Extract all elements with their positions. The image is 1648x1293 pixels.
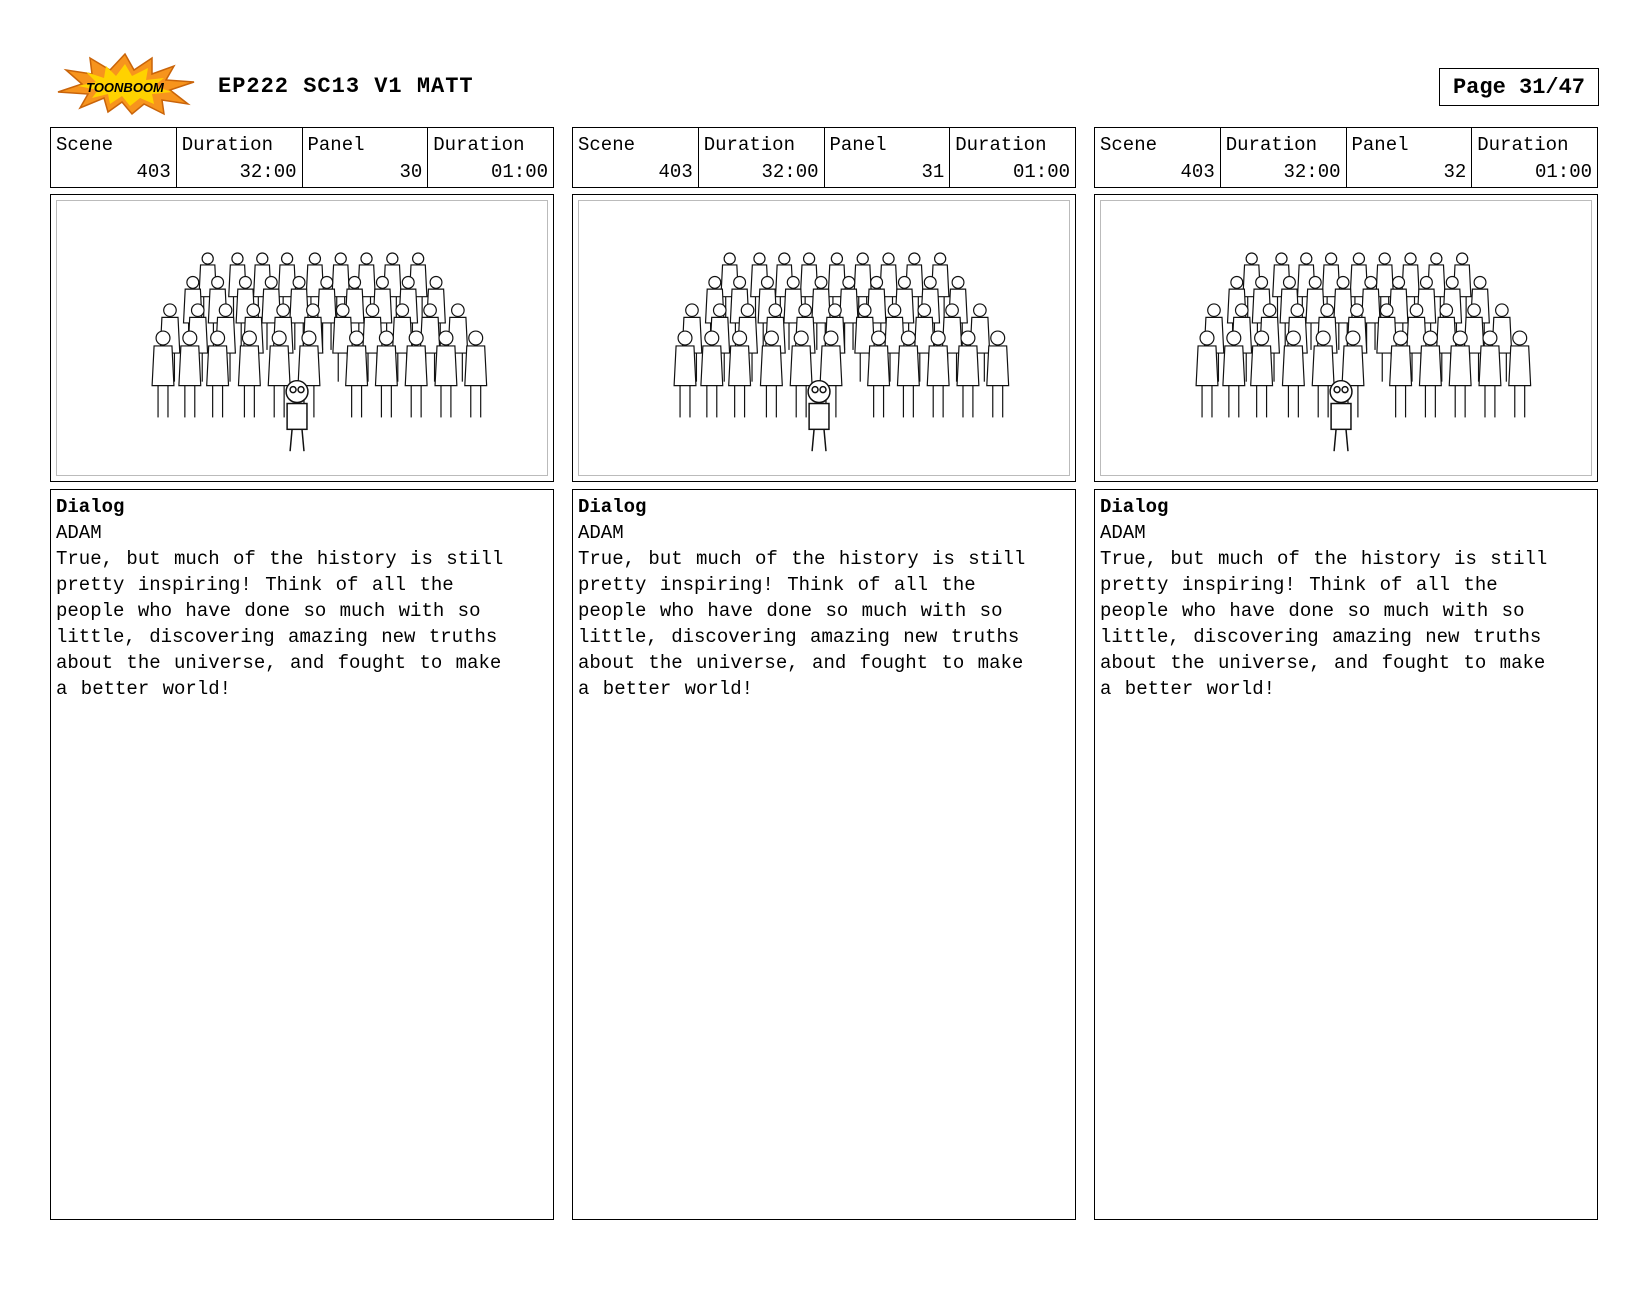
scene-cell bbox=[51, 128, 177, 187]
dialog-speaker: ADAM bbox=[1100, 522, 1146, 544]
scene-duration-label: Duration bbox=[1225, 134, 1317, 156]
panel-label: Panel bbox=[829, 134, 887, 156]
scene-label: Scene bbox=[578, 134, 636, 156]
scene-label: Scene bbox=[56, 134, 114, 156]
dialog-box bbox=[572, 489, 1076, 1220]
crowd-sketch-image bbox=[578, 200, 1070, 476]
scene-duration-label: Duration bbox=[703, 134, 795, 156]
logo-text: TOONBOOM bbox=[86, 80, 164, 95]
scene-duration-cell bbox=[177, 128, 303, 187]
toonboom-logo bbox=[52, 52, 198, 116]
dialog-heading: Dialog bbox=[56, 496, 125, 518]
crowd-sketch-image bbox=[1100, 200, 1592, 476]
panel-value: 31 bbox=[921, 161, 945, 183]
panel-duration-label: Duration bbox=[1477, 134, 1569, 156]
scene-cell bbox=[573, 128, 699, 187]
dialog-text: True, but much of the history is still pretty inspiring! Think of all the people who have done so much with so little, discovering amazing new truths about the universe, and fought to make a better world! bbox=[578, 548, 1026, 700]
scene-duration-label: Duration bbox=[181, 134, 273, 156]
scene-label: Scene bbox=[1100, 134, 1158, 156]
storyboard-panel bbox=[50, 127, 554, 1220]
panel-value: 32 bbox=[1443, 161, 1467, 183]
document-title: EP222 SC13 V1 MATT bbox=[218, 74, 474, 99]
panel-duration-label: Duration bbox=[955, 134, 1047, 156]
panel-duration-cell bbox=[1472, 128, 1597, 187]
scene-value: 403 bbox=[1180, 161, 1215, 183]
panel-value: 30 bbox=[399, 161, 423, 183]
dialog-heading: Dialog bbox=[578, 496, 647, 518]
logo-burst-icon bbox=[52, 52, 198, 116]
panel-duration-value: 01:00 bbox=[1534, 161, 1592, 183]
scene-duration-value: 32:00 bbox=[239, 161, 297, 183]
scene-duration-value: 32:00 bbox=[761, 161, 819, 183]
dialog-text: True, but much of the history is still pretty inspiring! Think of all the people who have done so much with so little, discovering amazing new truths about the universe, and fought to make a better world! bbox=[56, 548, 504, 700]
storyboard-panel bbox=[1094, 127, 1598, 1220]
dialog-box bbox=[50, 489, 554, 1220]
panel-image-frame bbox=[1094, 194, 1598, 482]
scene-duration-cell bbox=[1221, 128, 1347, 187]
panel-info-table bbox=[50, 127, 554, 188]
panel-duration-cell bbox=[428, 128, 553, 187]
scene-duration-cell bbox=[699, 128, 825, 187]
panel-image-frame bbox=[572, 194, 1076, 482]
storyboard-panel bbox=[572, 127, 1076, 1220]
dialog-speaker: ADAM bbox=[56, 522, 102, 544]
dialog-box bbox=[1094, 489, 1598, 1220]
crowd-sketch-icon bbox=[57, 201, 547, 475]
panel-duration-value: 01:00 bbox=[490, 161, 548, 183]
panel-info-table bbox=[1094, 127, 1598, 188]
panel-duration-value: 01:00 bbox=[1012, 161, 1070, 183]
panel-label: Panel bbox=[1351, 134, 1409, 156]
crowd-sketch-icon bbox=[1101, 201, 1591, 475]
crowd-sketch-image bbox=[56, 200, 548, 476]
panel-label: Panel bbox=[307, 134, 365, 156]
dialog-text: True, but much of the history is still pretty inspiring! Think of all the people who have done so much with so little, discovering amazing new truths about the universe, and fought to make a better world! bbox=[1100, 548, 1548, 700]
crowd-sketch-icon bbox=[579, 201, 1069, 475]
panel-cell bbox=[1347, 128, 1473, 187]
dialog-heading: Dialog bbox=[1100, 496, 1169, 518]
panel-duration-label: Duration bbox=[433, 134, 525, 156]
scene-value: 403 bbox=[136, 161, 171, 183]
scene-value: 403 bbox=[658, 161, 693, 183]
scene-cell bbox=[1095, 128, 1221, 187]
panel-image-frame bbox=[50, 194, 554, 482]
panel-duration-cell bbox=[950, 128, 1075, 187]
page-indicator: Page 31/47 bbox=[1439, 68, 1599, 106]
panel-cell bbox=[825, 128, 951, 187]
scene-duration-value: 32:00 bbox=[1283, 161, 1341, 183]
dialog-speaker: ADAM bbox=[578, 522, 624, 544]
panel-info-table bbox=[572, 127, 1076, 188]
panel-cell bbox=[303, 128, 429, 187]
